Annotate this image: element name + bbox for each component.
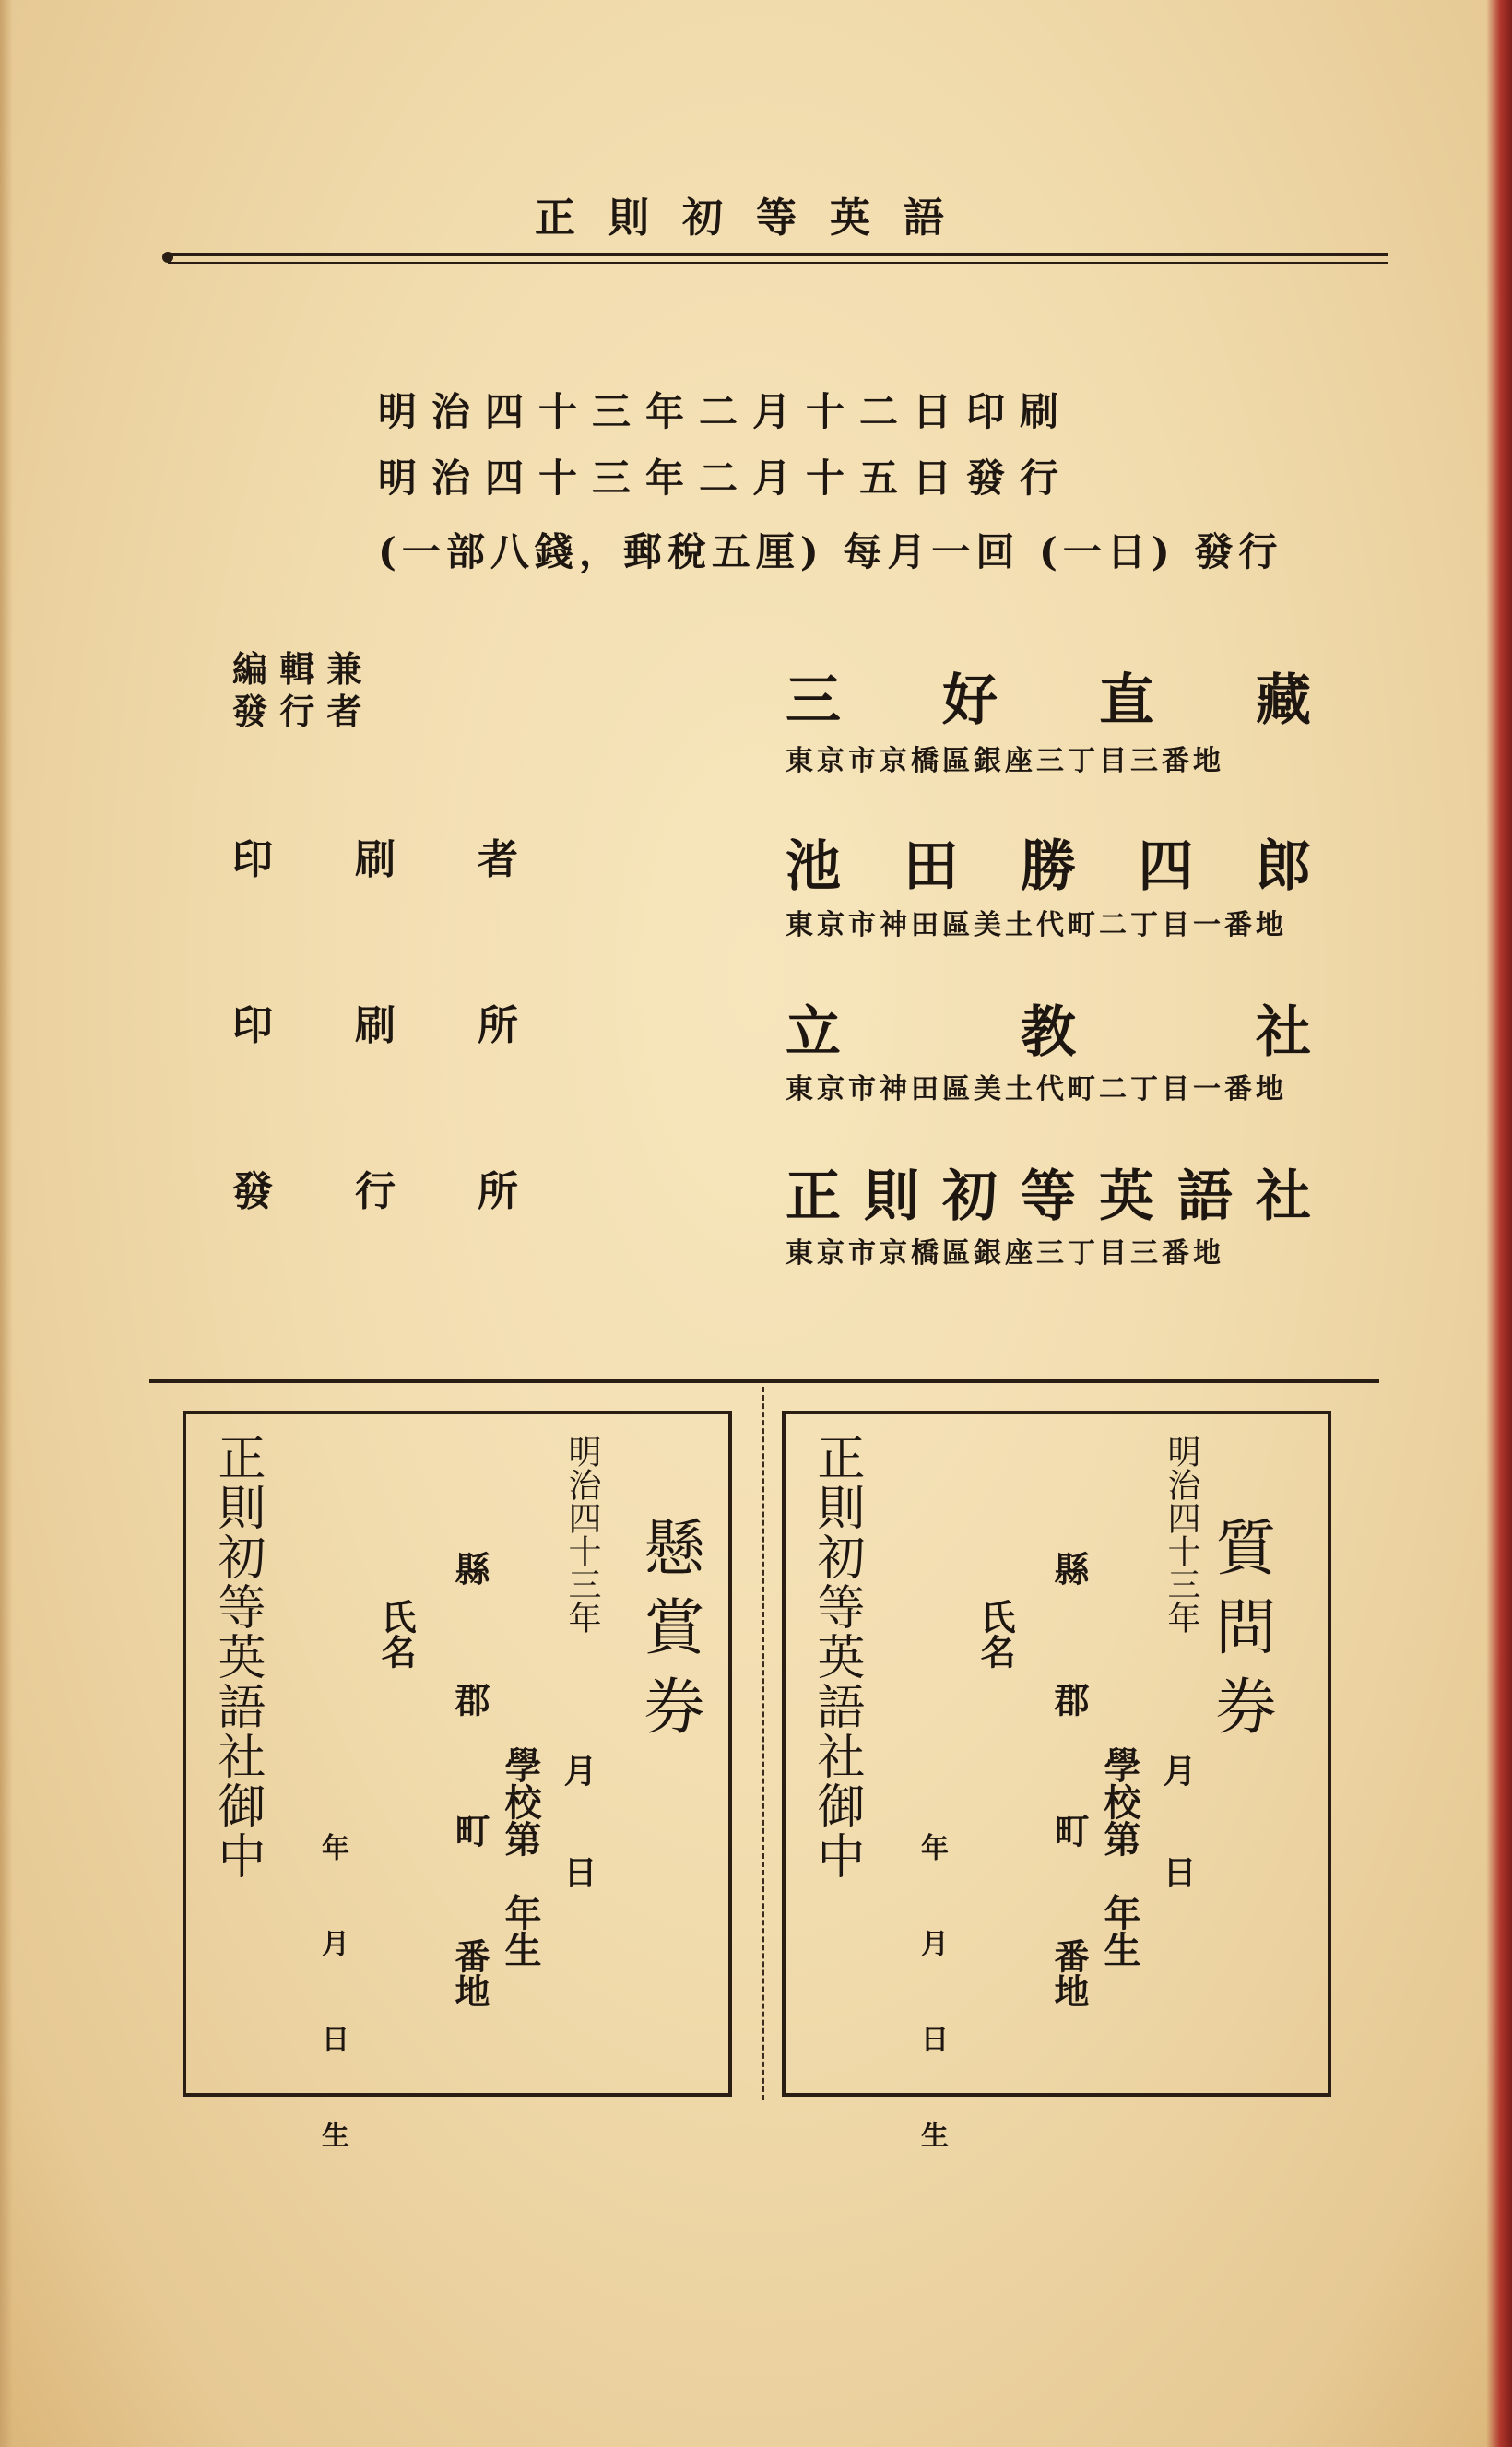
coupon-addressee: 正則初等英語社御中 [809,1433,864,1881]
coupon-birth-date: 年月日生 [915,1833,948,2216]
name-char: 等 [1021,1164,1076,1229]
role-char: 發 [232,1168,273,1215]
coupon-school-grade: 學校第 年生 [499,1746,542,1968]
coupon-title: 懸賞券 [633,1516,704,1754]
print-shop-address: 東京市神田區美土代町二丁目一番地 [786,1073,1287,1105]
coupon-name-label: 氏名 [375,1599,417,1669]
role-line: 發 行 者 [232,691,362,732]
role-char: 刷 [355,836,396,883]
role-printer [232,826,518,881]
role-editor-publisher [232,649,518,732]
coupon-title: 質問券 [1205,1516,1276,1754]
name-char: 則 [864,1164,919,1229]
question-coupon [782,1411,1331,2216]
coupon-cut-line [762,1387,764,2100]
name-char: 三 [786,668,841,733]
issued-date: 明治四十三年二月十五日發行 [378,455,1074,501]
name-char: 教 [1021,1000,1076,1065]
page-edge-shadow [0,0,13,2447]
printer-name [786,822,1311,899]
coupon-province: 縣郡町 [1048,1551,1090,1944]
role-char: 行 [355,1168,396,1215]
running-title: 正則初等英語 [535,195,977,242]
name-char: 立 [786,1000,841,1065]
name-char: 郎 [1256,834,1311,899]
name-char: 初 [942,1164,998,1229]
coupon-month-day: 月日 [559,1754,597,1956]
name-char: 田 [903,834,959,899]
section-rule [149,1379,1379,1383]
name-char: 藏 [1256,668,1311,733]
coupon-month-day: 月日 [1158,1754,1197,1956]
name-char: 池 [786,834,841,899]
role-print-shop [232,992,518,1047]
name-char: 英 [1099,1164,1154,1229]
role-char: 者 [478,836,518,883]
publisher-name [786,1153,1311,1229]
print-shop-name [786,988,1311,1065]
role-char: 印 [232,836,273,883]
publisher-address: 東京市京橋區銀座三丁目三番地 [786,1237,1224,1270]
prize-coupon [183,1411,732,2216]
coupon-birth-date: 年月日生 [316,1833,348,2216]
role-line: 編 輯 兼 [232,648,362,690]
coupon-school-grade: 學校第 年生 [1098,1746,1141,1968]
name-char: 語 [1177,1164,1233,1229]
name-char: 社 [1256,1164,1311,1229]
rule-end-dot [162,252,173,263]
coupon-banchi: 番地 [449,1938,490,2008]
coupon-name-label: 氏名 [975,1599,1016,1669]
price-schedule: (一部八錢，郵稅五厘) 每月一回 (一日) 發行 [378,529,1283,574]
role-char: 所 [478,1002,518,1049]
coupon-era-date: 明治四十三年 [563,1435,601,1634]
coupon-addressee: 正則初等英語社御中 [209,1433,265,1881]
binding-spine [1486,0,1512,2447]
name-char: 直 [1099,668,1154,733]
coupon-province: 縣郡町 [449,1551,490,1944]
role-publisher [232,1158,518,1213]
name-char: 四 [1138,834,1194,899]
role-char: 印 [232,1002,273,1049]
role-char: 刷 [355,1002,396,1049]
name-char: 正 [786,1164,841,1229]
name-char: 勝 [1021,834,1076,899]
name-char: 社 [1256,1000,1311,1065]
header-rule [168,253,1388,264]
editor-name [786,656,1311,733]
coupon-banchi: 番地 [1048,1938,1090,2008]
name-char: 好 [942,668,998,733]
role-char: 所 [478,1168,518,1215]
printed-date: 明治四十三年二月十二日印刷 [378,389,1074,434]
editor-address: 東京市京橋區銀座三丁目三番地 [786,745,1224,777]
coupon-era-date: 明治四十三年 [1163,1435,1200,1634]
printer-address: 東京市神田區美土代町二丁目一番地 [786,909,1287,941]
